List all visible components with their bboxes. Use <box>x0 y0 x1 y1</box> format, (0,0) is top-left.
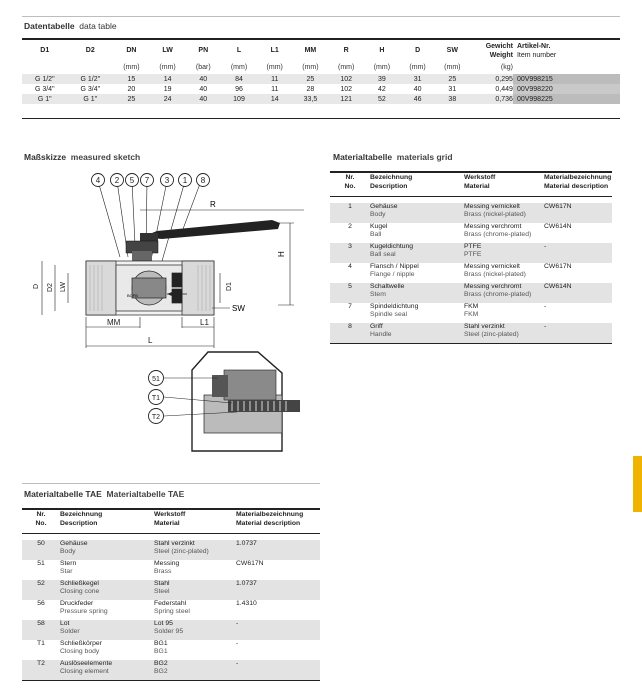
table-row: 51 Stern Star Messing Brass CW617N <box>37 560 264 575</box>
callout-label: 3 <box>164 176 170 185</box>
col-header: MM <box>304 46 317 54</box>
dim-label-d: D <box>33 283 40 289</box>
col-header: D <box>415 46 421 54</box>
tae-bottom-rule <box>22 680 320 681</box>
unit-label: (bar) <box>195 63 211 71</box>
table-row: 52 Schließkegel Closing cone Stahl Steel 1.0737 <box>22 580 320 600</box>
callout-label: 1 <box>182 176 188 185</box>
materials-tae-table <box>22 511 320 680</box>
unit-label: (mm) <box>266 63 283 71</box>
materials-tae-title: Materialtabelle TAE Materialtabelle TAE <box>24 489 185 499</box>
detail-label: T1 <box>151 395 161 402</box>
data-table-title: Datentabelle data table <box>24 21 117 31</box>
callout-label: 4 <box>95 176 101 185</box>
tae-divider <box>22 483 320 484</box>
dim-label-mm: MM <box>107 318 121 327</box>
table-row: 2 Kugel Ball Messing verchromt Brass (chrome-plated) CW614N <box>348 223 572 238</box>
unit-label: (mm) <box>337 63 355 71</box>
materials-header: Nr. No. Bezeichnung Description Werkstoff Material Materialbezeichnung Material description <box>344 174 612 190</box>
materials-bottom-rule <box>330 343 612 344</box>
dim-label-lw: LW <box>60 282 67 292</box>
callout-label: 8 <box>200 176 206 185</box>
dim-label-r: R <box>210 200 216 209</box>
tae-top-rule <box>22 508 320 510</box>
table-row: 4 Flansch / Nippel Flange / nipple Messing vernickelt Brass (nickel-plated) CW617N <box>348 263 572 278</box>
col-header-weight: Gewicht Weight <box>485 43 513 59</box>
detail-view <box>149 352 301 451</box>
detail-label: 51 <box>152 376 160 383</box>
page-tab-marker <box>633 456 642 512</box>
table-row: T1 Schließkörper Closing body BG1 BG1 - <box>37 640 239 655</box>
dim-label-d1: D1 <box>226 282 233 291</box>
callout-label: 5 <box>129 176 135 185</box>
col-header-item: Artikel-Nr. Item number <box>516 43 557 59</box>
col-header: R <box>343 46 349 54</box>
sketch-title: Maßskizze measured sketch <box>24 152 141 162</box>
tae-header: Nr. No. Bezeichnung Description Werkstoff Material Materialbezeichnung Material description <box>35 511 304 527</box>
materials-table <box>330 174 612 343</box>
dim-label-sw: SW <box>232 304 245 313</box>
table-row: 7 Spindeldichtung Spindle seal FKM FKM - <box>348 303 547 318</box>
unit-label: (mm) <box>230 63 248 71</box>
data-table-header <box>22 40 620 60</box>
dim-label-d2: D2 <box>47 283 54 292</box>
table-row: G 1" G 1" 25 24 40 109 14 33,5 121 52 46 38 0,736 00V998225 <box>22 94 620 104</box>
measured-sketch-drawing <box>22 165 322 455</box>
unit-label: (mm) <box>159 63 176 71</box>
materials-title: Materialtabelle materials grid <box>333 152 453 162</box>
col-header: LW <box>162 46 173 54</box>
data-table-bottom-rule <box>22 118 620 119</box>
table-row: G 1/2" G 1/2" 15 14 40 84 11 25 102 39 31 25 0,295 00V998215 <box>22 74 620 84</box>
brand-mark: BOFB <box>127 293 138 298</box>
col-header: H <box>379 46 385 54</box>
table-row: 1 Gehäuse Body Messing vernickelt Brass (nickel-plated) CW617N <box>330 203 612 223</box>
unit-label: (mm) <box>302 63 319 71</box>
unit-label: (mm) <box>123 63 140 71</box>
table-row: T2 Auslöseelemente Closing element BG2 BG2 - <box>22 660 320 680</box>
table-row: 58 Lot Solder Lot 95 Solder 95 - <box>22 620 320 640</box>
col-header: DN <box>126 46 137 54</box>
materials-top-rule <box>330 171 612 173</box>
table-row: 5 Schaltwelle Stem Messing verchromt Brass (chrome-plated) CW614N <box>330 283 612 303</box>
callout-label: 7 <box>144 176 150 185</box>
unit-label: (kg) <box>500 63 513 71</box>
col-header: D2 <box>85 46 95 54</box>
col-header: D1 <box>40 46 50 54</box>
table-row: G 3/4" G 3/4" 20 19 40 96 11 28 102 42 40 31 0,449 00V998220 <box>22 84 620 94</box>
dim-label-h: H <box>277 251 286 257</box>
dim-label-l1: L1 <box>200 318 209 327</box>
callout-bubbles <box>92 174 210 187</box>
col-header: L1 <box>270 46 279 54</box>
table-row: 3 Kugeldichtung Ball seal PTFE PTFE - <box>330 243 612 263</box>
data-table <box>22 40 620 104</box>
detail-label: T2 <box>151 414 161 421</box>
table-row: 56 Druckfeder Pressure spring Federstahl Spring steel 1.4310 <box>37 600 257 615</box>
table-row: 8 Griff Handle Stahl verzinkt Steel (zinc-plated) - <box>330 323 612 343</box>
unit-label: (mm) <box>444 63 461 71</box>
top-divider <box>22 16 620 17</box>
handle-lever <box>142 220 280 239</box>
table-row: 50 Gehäuse Body Stahl verzinkt Steel (zinc-plated) 1.0737 <box>22 540 320 560</box>
col-header: PN <box>198 46 209 54</box>
col-header: L <box>236 46 242 54</box>
dim-label-l: L <box>148 336 153 345</box>
col-header: SW <box>446 46 458 54</box>
callout-label: 2 <box>114 176 120 185</box>
units-row <box>22 60 620 74</box>
unit-label: (mm) <box>409 63 426 71</box>
unit-label: (mm) <box>373 63 391 71</box>
